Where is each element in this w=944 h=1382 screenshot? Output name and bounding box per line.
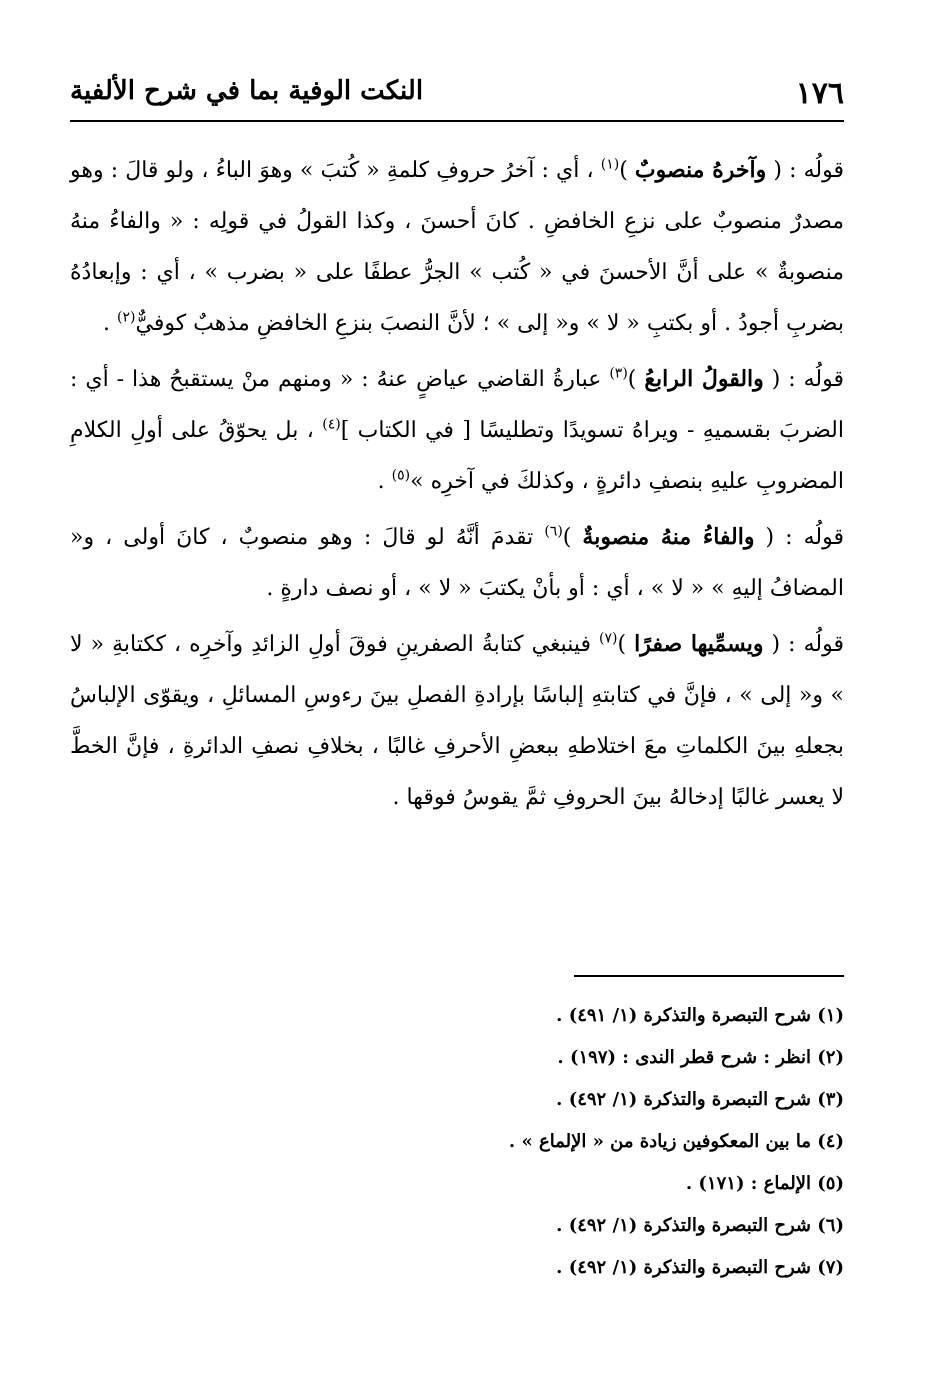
footnote-ref: (٤) — [322, 416, 341, 433]
text-run: . — [103, 311, 118, 336]
quoted-term: والقولُ الرابعُ — [644, 366, 764, 392]
footnote: (٤) ما بين المعكوفين زيادة من « الإلماع » . — [508, 1131, 844, 1152]
paragraph — [70, 145, 844, 349]
text-run: فينبغي كتابةُ الصفرينِ فوقَ أولِ الزائدِ وآخرِه ، ككتابةِ « لا » و« إلى » ، فإنَّ في كتابتهِ إلباسًا بإرادةِ الفصلِ بينَ رءوسِ المسائلِ ، ويقوّى الإلباسُ بجعلهِ بينَ الكلماتِ معَ اختلاطهِ ببعضِ الأحرفِ غالبًا ، بخلافِ نصفِ الدائرةِ ، فإنَّ الخطَّ لا يعسر غالبًا إدخالهُ بينَ الحروفِ ثمَّ يقوسُ فوقها . — [70, 632, 844, 810]
quoted-term: وآخرهُ منصوبٌ — [634, 157, 767, 183]
page-number: ١٧٦ — [795, 76, 844, 111]
quoted-term: والفاءُ منهُ منصوبةٌ — [582, 524, 755, 550]
text-run: ) — [627, 367, 645, 392]
footnote: (٣) شرح التبصرة والتذكرة (١/ ٤٩٢) . — [556, 1089, 844, 1110]
footnote: (٢) انظر : شرح قطر الندى : (١٩٧) . — [557, 1047, 844, 1068]
footnote: (١) شرح التبصرة والتذكرة (١/ ٤٩١) . — [556, 1005, 844, 1026]
text-run: قولُه : ( — [766, 158, 844, 183]
text-run: . — [377, 469, 392, 494]
footnotes — [70, 995, 844, 1289]
footnote: (٧) شرح التبصرة والتذكرة (١/ ٤٩٢) . — [556, 1257, 844, 1278]
footnote-ref: (٣) — [609, 365, 628, 382]
text-run: تقدمَ أنَّهُ لو قالَ : وهو منصوبٌ ، كانَ أولى ، و« المضافُ إليهِ » « لا » ، أي : أو بأنْ يكتبَ « لا » ، أو نصف دارةٍ . — [70, 525, 844, 601]
running-title: النكت الوفية بما في شرح الألفية — [70, 76, 424, 106]
text-run: ) — [617, 632, 635, 657]
text-run: ، أي : آخرُ حروفِ كلمةِ « كُتبَ » وهوَ الباءُ ، ولو قالَ : وهو مصدرٌ منصوبٌ على نزعِ الخافضِ . كانَ أحسنَ ، وكذا القولُ في قولِه : « والفاءُ منهُ منصوبةٌ » على أنَّ الأحسنَ في « كُتب » الجرُّ عطفًا على « بضرب » ، أي : وإبعادُهُ بضربِ أجودُ . أو بكتبِ « لا » و« إلى » ؛ لأنَّ النصبَ بنزعِ الخافضِ مذهبٌ كوفيٌّ — [70, 158, 844, 336]
paragraph — [70, 619, 844, 823]
footnote-ref: (٢) — [117, 309, 136, 326]
quoted-term: ويسمِّيها صفرًا — [634, 631, 764, 657]
paragraph — [70, 354, 844, 507]
footnote: (٦) شرح التبصرة والتذكرة (١/ ٤٩٢) . — [556, 1215, 844, 1236]
footnote: (٥) الإلماع : (١٧١) . — [685, 1173, 844, 1194]
text-run: عبارةُ القاضي عياضٍ عنهُ : « ومنهم منْ يستقبحُ هذا - أي : الضربَ بقسميهِ - ويراهُ تسويدًا وتطليسًا [ في الكتاب ] — [70, 367, 844, 443]
footnote-separator — [574, 975, 844, 977]
footnote-ref: (٥) — [391, 467, 411, 484]
page-header — [70, 68, 844, 116]
text-run: ) — [562, 525, 583, 550]
text-run: ، بل يحوّقُ على أولِ الكلامِ المضروبِ عليهِ بنصفِ دائرةٍ ، وكذلكَ في آخرِه » — [70, 418, 844, 494]
text-run: ) — [619, 158, 635, 183]
header-rule — [70, 120, 844, 122]
main-text — [70, 145, 844, 828]
text-run: قولُه : ( — [763, 632, 845, 657]
footnote-ref: (٧) — [599, 630, 618, 647]
text-run: قولُه : ( — [763, 367, 844, 392]
footnote-ref: (١) — [600, 156, 620, 173]
footnote-ref: (٦) — [544, 523, 563, 540]
text-run: قولُه : ( — [754, 525, 845, 550]
paragraph — [70, 512, 844, 614]
